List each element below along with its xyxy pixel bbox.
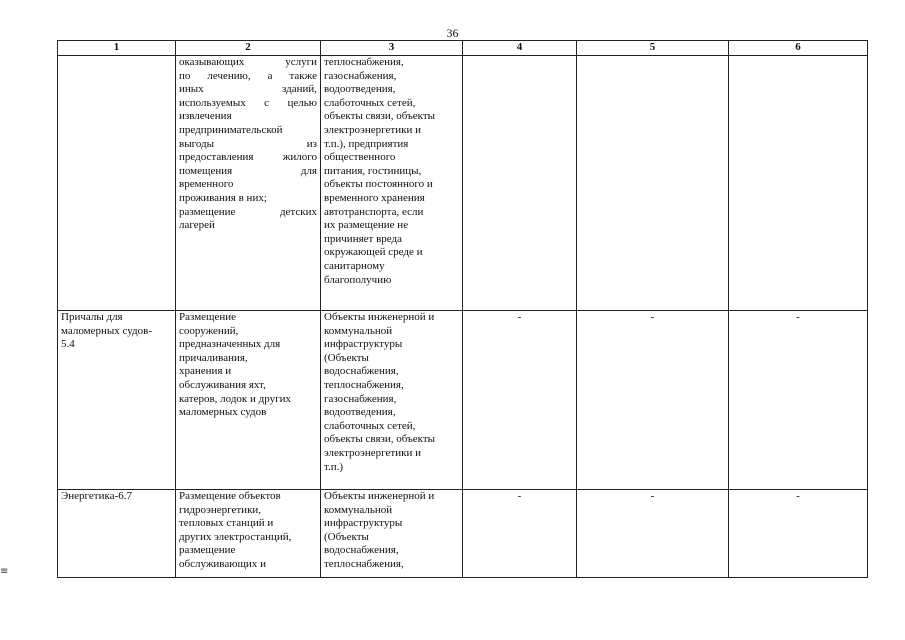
col5-cell: - bbox=[577, 311, 729, 490]
table-header-row bbox=[58, 41, 868, 56]
col6-cell bbox=[729, 56, 868, 311]
column-header-6: 6 bbox=[729, 41, 868, 56]
col6-cell: - bbox=[729, 311, 868, 490]
col4-cell: - bbox=[463, 311, 577, 490]
permitted-objects-cell: Объекты инженерной и коммунальной инфраструктуры (Объекты водоснабжения, теплоснабжения, bbox=[321, 490, 463, 578]
column-header-5: 5 bbox=[577, 41, 729, 56]
column-header-1: 1 bbox=[58, 41, 176, 56]
use-description-cell: Размещение сооружений, предназначенных для причаливания, хранения и обслуживания яхт, катеров, лодок и других маломерных судов bbox=[176, 311, 321, 490]
table-row bbox=[58, 490, 868, 578]
use-name-cell: Причалы для маломерных судов- 5.4 bbox=[58, 311, 176, 490]
col4-cell: - bbox=[463, 490, 577, 578]
use-name-cell: Энергетика-6.7 bbox=[58, 490, 176, 578]
column-header-4: 4 bbox=[463, 41, 577, 56]
margin-mark: ≡ bbox=[0, 566, 9, 577]
col5-cell bbox=[577, 56, 729, 311]
table-row bbox=[58, 311, 868, 490]
table-row bbox=[58, 56, 868, 311]
regulations-table bbox=[57, 40, 868, 578]
use-description-cell: Размещение объектов гидроэнергетики, тепловых станций и других электростанций, размещение обслуживающих и bbox=[176, 490, 321, 578]
permitted-objects-cell: Объекты инженерной и коммунальной инфраструктуры (Объекты водоснабжения, теплоснабжения, газоснабжения, водоотведения, слаботочных сетей, объекты связи, объекты электроэнергетики и т.п.) bbox=[321, 311, 463, 490]
col6-cell: - bbox=[729, 490, 868, 578]
use-name-cell bbox=[58, 56, 176, 311]
column-header-3: 3 bbox=[321, 41, 463, 56]
use-description-cell: оказывающих услуги по лечению, а также иных зданий, используемых с целью извлечения предпринимательской выгоды из предоставления жилого помещения для временного проживания в них; размещение детских лагерей bbox=[176, 56, 321, 311]
col4-cell bbox=[463, 56, 577, 311]
column-header-2: 2 bbox=[176, 41, 321, 56]
col5-cell: - bbox=[577, 490, 729, 578]
permitted-objects-cell: теплоснабжения, газоснабжения, водоотведения, слаботочных сетей, объекты связи, объекты электроэнергетики и т.п.), предприятия общественного питания, гостиницы, объекты постоянного и временного хранения автотранспорта, если их размещение не причиняет вреда окружающей среде и санитарному благополучию bbox=[321, 56, 463, 311]
page-number: 36 bbox=[446, 26, 459, 40]
